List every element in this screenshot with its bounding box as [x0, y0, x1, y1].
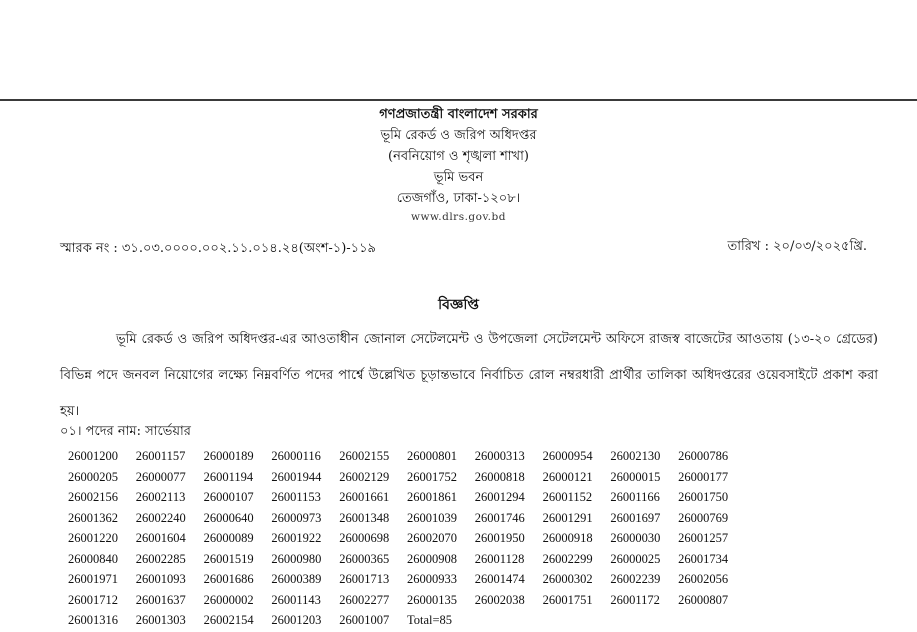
- roll-number-list: [68, 446, 746, 631]
- roll-number: 26001291: [542, 510, 593, 525]
- roll-number: 26001944: [271, 469, 322, 484]
- building-name: ভূমি ভবন: [433, 170, 484, 185]
- notice-title: বিজ্ঞপ্তি: [438, 297, 479, 313]
- roll-number: 26001519: [203, 551, 254, 566]
- roll-row: [68, 549, 746, 570]
- roll-number: 26000089: [203, 531, 254, 545]
- roll-number: 26001637: [135, 592, 186, 607]
- address: তেজগাঁও, ঢাকা-১২০৮।: [396, 191, 521, 206]
- roll-row: [68, 446, 746, 467]
- roll-number: 26001039: [406, 510, 457, 525]
- roll-number: 26002299: [542, 551, 593, 566]
- roll-row: [68, 590, 746, 611]
- roll-number: 26000015: [610, 469, 661, 484]
- roll-number: 26000135: [406, 592, 457, 607]
- roll-number: 26001172: [610, 592, 660, 607]
- roll-number: 26000389: [271, 572, 322, 586]
- notice-paragraph: ভূমি রেকর্ড ও জরিপ অধিদপ্তর-এর আওতাধীন জোনাল সেটেলমেন্ট ও উপজেলা সেটেলমেন্ট অফিসে রাজস্ব বাজেটের আওতায় (১৩-২০ গ্রেডের) বিভিন্ন পদে জনবল নিয়োগের লক্ষ্যে নিম্নবর্ণিত পদের পার্শ্বে উল্লেখিত চূড়ান্তভাবে নির্বাচিত রোল নম্বরধারী প্রার্থীর তালিকা অধিদপ্তরের ওয়েবসাইটে প্রকাশ করা হয়।: [60, 332, 878, 419]
- roll-number: 26000954: [542, 449, 593, 463]
- roll-number: 26001257: [678, 531, 729, 545]
- website-link[interactable]: www.dlrs.gov.bd: [411, 211, 506, 223]
- roll-number: 26001922: [271, 531, 322, 545]
- roll-number: 26001661: [339, 490, 390, 504]
- roll-number: 26002154: [203, 613, 254, 627]
- roll-number: 26001153: [271, 490, 321, 504]
- roll-number: 26001750: [678, 490, 729, 504]
- roll-number: 26002038: [474, 592, 525, 607]
- roll-number: 26001007: [339, 613, 390, 627]
- roll-number: 26001712: [68, 592, 118, 607]
- roll-number: 26001220: [68, 531, 118, 545]
- roll-number: 26001697: [610, 510, 661, 525]
- issue-date: তারিখ : ২০/০৩/২০২৫খ্রি.: [727, 239, 867, 254]
- roll-number: 26001861: [406, 490, 457, 504]
- roll-row: [68, 467, 746, 488]
- roll-row: [68, 569, 746, 590]
- roll-number: 26001752: [406, 469, 457, 484]
- roll-number: 26000918: [542, 531, 593, 545]
- roll-number: 26000933: [406, 572, 457, 586]
- roll-number: 26001157: [135, 449, 186, 463]
- roll-number: 26000121: [542, 469, 593, 484]
- roll-number: 26000116: [271, 449, 321, 463]
- roll-number: 26000313: [474, 449, 525, 463]
- department-name: ভূমি রেকর্ড ও জরিপ অধিদপ্তর: [380, 128, 537, 143]
- roll-number: 26001348: [339, 510, 390, 525]
- roll-number: 26002240: [135, 510, 186, 525]
- memo-number: স্মারক নং : ৩১.০৩.০০০০.০০২.১১.০১৪.২৪(অংশ-১)-১১৯: [60, 241, 376, 256]
- government-name: গণপ্রজাতন্ত্রী বাংলাদেশ সরকার: [379, 107, 538, 122]
- roll-number: 26001734: [678, 551, 729, 566]
- roll-number: 26001751: [542, 592, 593, 607]
- roll-number: 26001203: [271, 613, 322, 627]
- post-heading: ০১। পদের নাম: সার্ভেয়ার: [60, 424, 191, 439]
- roll-number: 26002277: [339, 592, 390, 607]
- roll-number: 26001746: [474, 510, 525, 525]
- roll-number: 26000818: [474, 469, 525, 484]
- top-blank-band: [0, 0, 917, 100]
- roll-number: 26001152: [542, 490, 593, 504]
- roll-number: 26000807: [678, 592, 729, 607]
- roll-number: 26001686: [203, 572, 254, 586]
- roll-number: 26000205: [68, 469, 118, 484]
- roll-number: 26001971: [68, 572, 118, 586]
- roll-number: 26000302: [542, 572, 593, 586]
- roll-number: 26001950: [474, 531, 525, 545]
- roll-number: 26000177: [678, 469, 729, 484]
- roll-row: [68, 528, 746, 549]
- roll-number: 26001604: [135, 531, 186, 545]
- roll-number: 26000030: [610, 531, 661, 545]
- roll-number: 26001128: [474, 551, 525, 566]
- roll-number: 26000769: [678, 510, 729, 525]
- roll-number: 26000189: [203, 449, 254, 463]
- roll-number: 26000973: [271, 510, 322, 525]
- roll-number: 26000980: [271, 551, 322, 566]
- roll-number: 26002113: [135, 490, 186, 504]
- roll-row: [68, 610, 746, 631]
- roll-number: 26001713: [339, 572, 390, 586]
- roll-number: 26000698: [339, 531, 390, 545]
- roll-number: 26002239: [610, 572, 661, 586]
- roll-number: 26001303: [135, 613, 186, 627]
- roll-number: 26002156: [68, 490, 118, 504]
- roll-number: 26002285: [135, 551, 186, 566]
- roll-number: 26001166: [610, 490, 660, 504]
- roll-number: 26001316: [68, 613, 118, 627]
- roll-number: 26001143: [271, 592, 321, 607]
- roll-number: 26002056: [678, 572, 729, 586]
- total-count: Total=85: [406, 613, 453, 627]
- roll-number: 26002129: [339, 469, 390, 484]
- letterhead: [0, 104, 917, 225]
- roll-number: 26001200: [68, 449, 118, 463]
- roll-number: 26000640: [203, 510, 254, 525]
- roll-number: 26000365: [339, 551, 390, 566]
- roll-number: 26001362: [68, 510, 118, 525]
- roll-number: 26000077: [135, 469, 186, 484]
- roll-number: 26000840: [68, 551, 118, 566]
- roll-number: 26001194: [203, 469, 254, 484]
- roll-number: 26000025: [610, 551, 661, 566]
- roll-row: [68, 508, 746, 529]
- roll-number: 26002070: [406, 531, 457, 545]
- roll-number: 26002155: [339, 449, 390, 463]
- roll-number: 26000002: [203, 592, 254, 607]
- roll-number: 26000801: [406, 449, 457, 463]
- roll-number: 26001474: [474, 572, 525, 586]
- top-divider: [0, 99, 917, 101]
- roll-number: 26001294: [474, 490, 525, 504]
- roll-number: 26000107: [203, 490, 254, 504]
- roll-number: 26001093: [135, 572, 186, 586]
- roll-number: 26000908: [406, 551, 457, 566]
- roll-number: 26000786: [678, 449, 729, 463]
- section-name: (নবনিয়োগ ও শৃঙ্খলা শাখা): [388, 149, 529, 164]
- roll-number: 26002130: [610, 449, 661, 463]
- roll-row: [68, 487, 746, 508]
